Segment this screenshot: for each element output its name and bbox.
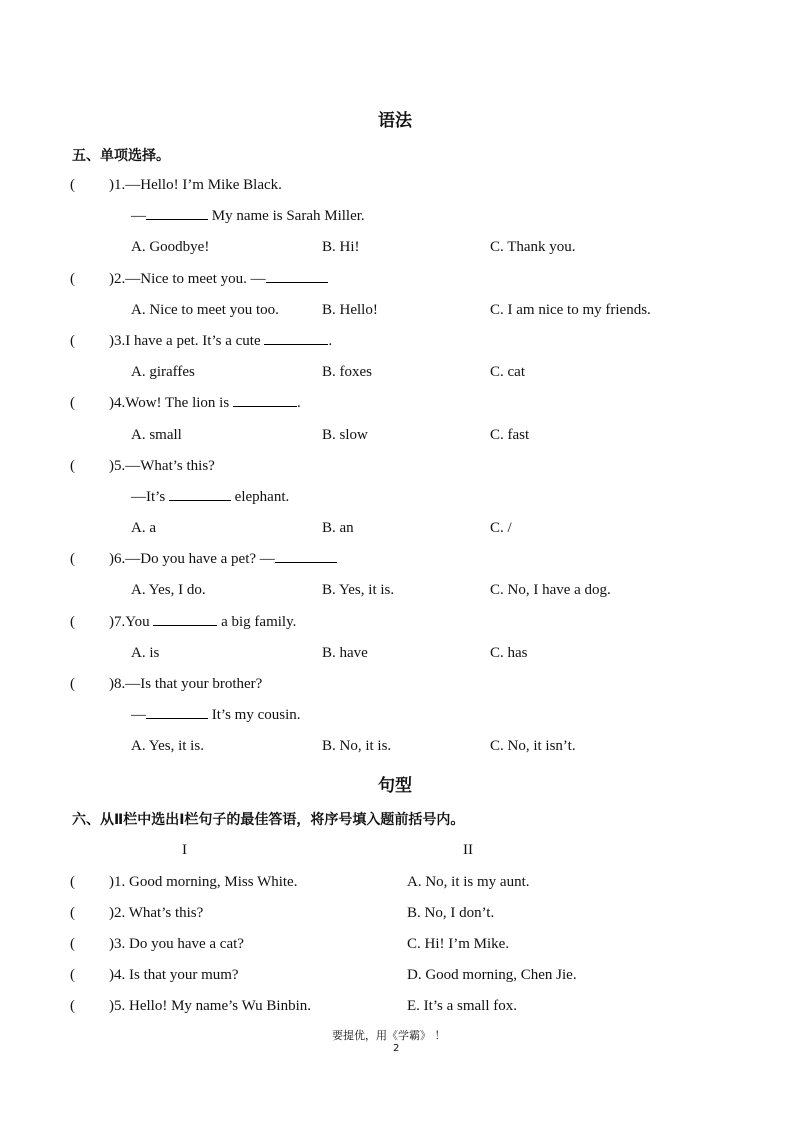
question-line2: — It’s my cousin. <box>131 707 301 723</box>
column-1-header: I <box>182 842 187 858</box>
column-2-header: II <box>463 842 473 858</box>
answer-paren: ( <box>70 967 75 983</box>
question-stem: )2.—Nice to meet you. — <box>109 270 328 288</box>
option-a: A. Nice to meet you too. <box>131 302 279 318</box>
match-right: E. It’s a small fox. <box>407 998 517 1014</box>
question-stem: )4.Wow! The lion is . <box>109 395 301 411</box>
answer-paren: ( <box>70 551 75 567</box>
option-c: C. / <box>490 520 512 536</box>
question-stem: )6.—Do you have a pet? — <box>109 550 337 568</box>
question-line2: —It’s elephant. <box>131 489 290 505</box>
option-b: B. slow <box>322 427 368 443</box>
grammar-title: 语法 <box>378 111 412 131</box>
match-left: )5. Hello! My name’s Wu Binbin. <box>109 998 312 1014</box>
option-c: C. has <box>490 645 528 661</box>
option-c: C. Thank you. <box>490 239 576 255</box>
answer-paren: ( <box>70 395 75 411</box>
match-left: )3. Do you have a cat? <box>109 936 244 952</box>
answer-paren: ( <box>70 333 75 349</box>
option-c: C. I am nice to my friends. <box>490 302 651 318</box>
match-right: B. No, I don’t. <box>407 905 495 921</box>
match-right: A. No, it is my aunt. <box>407 874 530 890</box>
option-c: C. fast <box>490 427 530 443</box>
section-6-heading: 六、从Ⅱ栏中选出Ⅰ栏句子的最佳答语，将序号填入题前括号内。 <box>72 812 465 828</box>
question-stem: )5.—What’s this? <box>109 458 215 474</box>
answer-paren: ( <box>70 676 75 692</box>
match-left: )1. Good morning, Miss White. <box>109 874 298 890</box>
answer-blank[interactable] <box>264 332 328 345</box>
answer-blank[interactable] <box>233 394 297 407</box>
question-stem: )3.I have a pet. It’s a cute . <box>109 333 333 349</box>
answer-blank[interactable] <box>153 613 217 626</box>
option-b: B. an <box>322 520 354 536</box>
answer-paren: ( <box>70 271 75 287</box>
answer-paren: ( <box>70 458 75 474</box>
option-a: A. small <box>131 427 182 443</box>
option-a: A. a <box>131 520 156 536</box>
option-b: B. No, it is. <box>322 738 392 754</box>
answer-paren: ( <box>70 905 75 921</box>
match-left: )4. Is that your mum? <box>109 967 239 983</box>
question-line2: — My name is Sarah Miller. <box>131 208 365 224</box>
option-c: C. No, I have a dog. <box>490 582 611 598</box>
page-number: 2 <box>393 1043 400 1054</box>
option-b: B. have <box>322 645 368 661</box>
match-right: D. Good morning, Chen Jie. <box>407 967 577 983</box>
answer-paren: ( <box>70 998 75 1014</box>
option-a: A. giraffes <box>131 364 195 380</box>
question-stem: )1.—Hello! I’m Mike Black. <box>109 177 282 193</box>
option-b: B. Hi! <box>322 239 360 255</box>
option-b: B. Hello! <box>322 302 378 318</box>
answer-blank[interactable] <box>146 706 208 719</box>
answer-paren: ( <box>70 936 75 952</box>
question-stem: )8.—Is that your brother? <box>109 676 263 692</box>
footer-slogan: 要提优，用《学霸》 ！ <box>332 1029 446 1042</box>
option-a: A. Yes, it is. <box>131 738 204 754</box>
answer-paren: ( <box>70 177 75 193</box>
question-stem: )7.You a big family. <box>109 614 297 630</box>
answer-blank[interactable] <box>275 550 337 563</box>
option-b: B. Yes, it is. <box>322 582 395 598</box>
option-a: A. Yes, I do. <box>131 582 206 598</box>
section-5-heading: 五、单项选择。 <box>72 148 170 164</box>
sentence-title: 句型 <box>378 776 412 796</box>
answer-paren: ( <box>70 874 75 890</box>
option-b: B. foxes <box>322 364 372 380</box>
answer-blank[interactable] <box>146 207 208 220</box>
option-c: C. No, it isn’t. <box>490 738 576 754</box>
answer-paren: ( <box>70 614 75 630</box>
answer-blank[interactable] <box>266 270 328 283</box>
option-c: C. cat <box>490 364 525 380</box>
match-right: C. Hi! I’m Mike. <box>407 936 510 952</box>
option-a: A. Goodbye! <box>131 239 210 255</box>
option-a: A. is <box>131 645 160 661</box>
match-left: )2. What’s this? <box>109 905 204 921</box>
answer-blank[interactable] <box>169 488 231 501</box>
